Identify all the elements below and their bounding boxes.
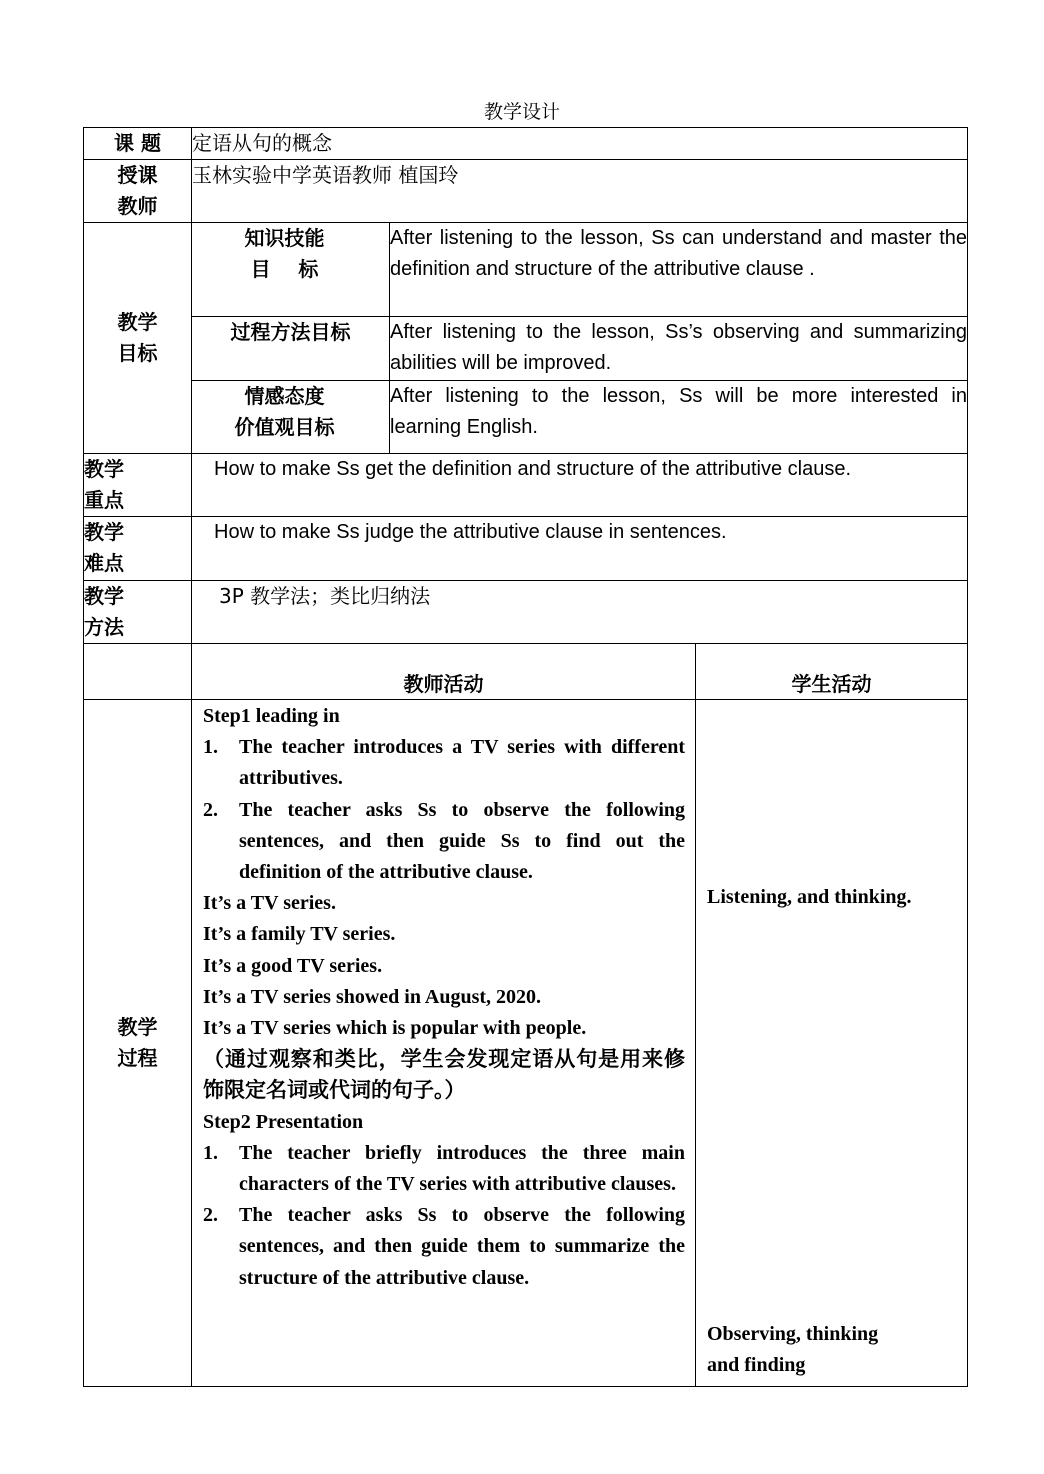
teacher-label: [84, 160, 192, 223]
activities-header-empty: [84, 644, 192, 700]
list-item: 1. The teacher introduces a TV series with different attributives.: [203, 732, 685, 794]
step2-item-1: The teacher briefly introduces the three main characters of the TV series with attributive clauses.: [239, 1141, 685, 1196]
objective-knowledge-label-line2: 目 标: [250, 257, 319, 281]
key-points-value: How to make Ss get the definition and structure of the attributive clause.: [192, 454, 968, 517]
process-label-line1: 教学: [117, 1015, 158, 1039]
methods-value: 3P 教学法；类比归纳法: [192, 581, 968, 644]
objective-process-label: 过程方法目标: [192, 317, 390, 381]
key-points-label-line2: 重点: [84, 488, 124, 512]
step1-item-2: The teacher asks Ss to observe the following sentences, and then guide Ss to find out the definition of the attributive clause.: [239, 798, 685, 884]
sentence-2: It’s a family TV series.: [203, 923, 396, 946]
objective-row-1: [84, 223, 968, 317]
difficulties-label-line2: 难点: [84, 551, 124, 575]
student-activity-2-line1: Observing, thinking: [707, 1323, 879, 1345]
difficulties-value: How to make Ss judge the attributive clause in sentences.: [192, 517, 968, 581]
objective-attitude-label: [192, 381, 390, 454]
difficulties-label: [84, 517, 192, 581]
teacher-row: [84, 160, 968, 223]
objectives-label-line1: 教学: [117, 310, 158, 334]
sentence-3: It’s a good TV series.: [203, 954, 383, 977]
topic-value: 定语从句的概念: [192, 128, 968, 160]
teacher-value: 玉林实验中学英语教师 植国玲: [192, 160, 968, 223]
objectives-label: [84, 223, 192, 454]
methods-label-line1: 教学: [84, 584, 124, 608]
step2-list: [203, 1138, 685, 1294]
sentence-5: It’s a TV series which is popular with people.: [203, 1017, 587, 1040]
objective-row-2: [84, 317, 968, 381]
step1-title: Step1 leading in: [203, 705, 340, 727]
key-points-row: [84, 454, 968, 517]
step2-title: Step2 Presentation: [203, 1110, 364, 1133]
methods-label-line2: 方法: [84, 615, 124, 639]
student-activity-2: [707, 1319, 957, 1381]
student-activity-1: Listening, and thinking.: [707, 886, 912, 908]
objective-knowledge-label: [192, 223, 390, 317]
teacher-label-line1: 授课: [117, 163, 158, 187]
student-activity-2-line2: and finding: [707, 1354, 806, 1377]
topic-row: [84, 128, 968, 160]
teacher-label-line2: 教师: [117, 194, 158, 218]
process-note: （通过观察和类比，学生会发现定语从句是用来修饰限定名词或代词的句子。）: [203, 1047, 685, 1103]
step1-item-1: The teacher introduces a TV series with different attributives.: [239, 736, 685, 790]
topic-label: 课 题: [84, 128, 192, 160]
difficulties-row: [84, 517, 968, 581]
activities-header-row: [84, 644, 968, 700]
objective-knowledge-label-line1: 知识技能: [244, 226, 325, 250]
key-points-label-line1: 教学: [84, 457, 124, 481]
objective-attitude-label-line2: 价值观目标: [234, 415, 335, 439]
step2-item-2: The teacher asks Ss to observe the following sentences, and then guide them to summarize the structure of the attributive clause.: [239, 1204, 685, 1289]
difficulties-label-line1: 教学: [84, 520, 124, 544]
document-title: 教学设计: [483, 101, 560, 123]
lesson-plan-table: [83, 127, 968, 1387]
teacher-activity-cell: [192, 700, 696, 1387]
teacher-activity-header: 教师活动: [192, 644, 696, 700]
sentence-4: It’s a TV series showed in August, 2020.: [203, 985, 542, 1008]
process-label: [84, 700, 192, 1387]
objective-attitude-text: After listening to the lesson, Ss will be more interested in learning English.: [390, 381, 968, 454]
student-activity-cell: [696, 700, 968, 1387]
objectives-label-line2: 目标: [117, 341, 158, 365]
objective-process-text: After listening to the lesson, Ss’s observing and summarizing abilities will be improved.: [390, 317, 968, 381]
methods-label: [84, 581, 192, 644]
key-points-label: [84, 454, 192, 517]
student-activity-header: 学生活动: [696, 644, 968, 700]
objective-knowledge-text: After listening to the lesson, Ss can understand and master the definition and structure of the attributive clause .: [390, 223, 968, 317]
list-item: 2. The teacher asks Ss to observe the following sentences, and then guide them to summarize the structure of the attributive clause.: [203, 1200, 685, 1294]
sentence-1: It’s a TV series.: [203, 892, 336, 915]
methods-row: [84, 581, 968, 644]
objective-row-3: [84, 381, 968, 454]
list-item: 1. The teacher briefly introduces the three main characters of the TV series with attributive clauses.: [203, 1138, 685, 1200]
process-label-line2: 过程: [117, 1046, 158, 1070]
step1-list: [203, 732, 685, 888]
list-item: 2. The teacher asks Ss to observe the following sentences, and then guide Ss to find out the definition of the attributive clause.: [203, 795, 685, 889]
process-row: [84, 700, 968, 1387]
objective-attitude-label-line1: 情感态度: [244, 384, 325, 408]
